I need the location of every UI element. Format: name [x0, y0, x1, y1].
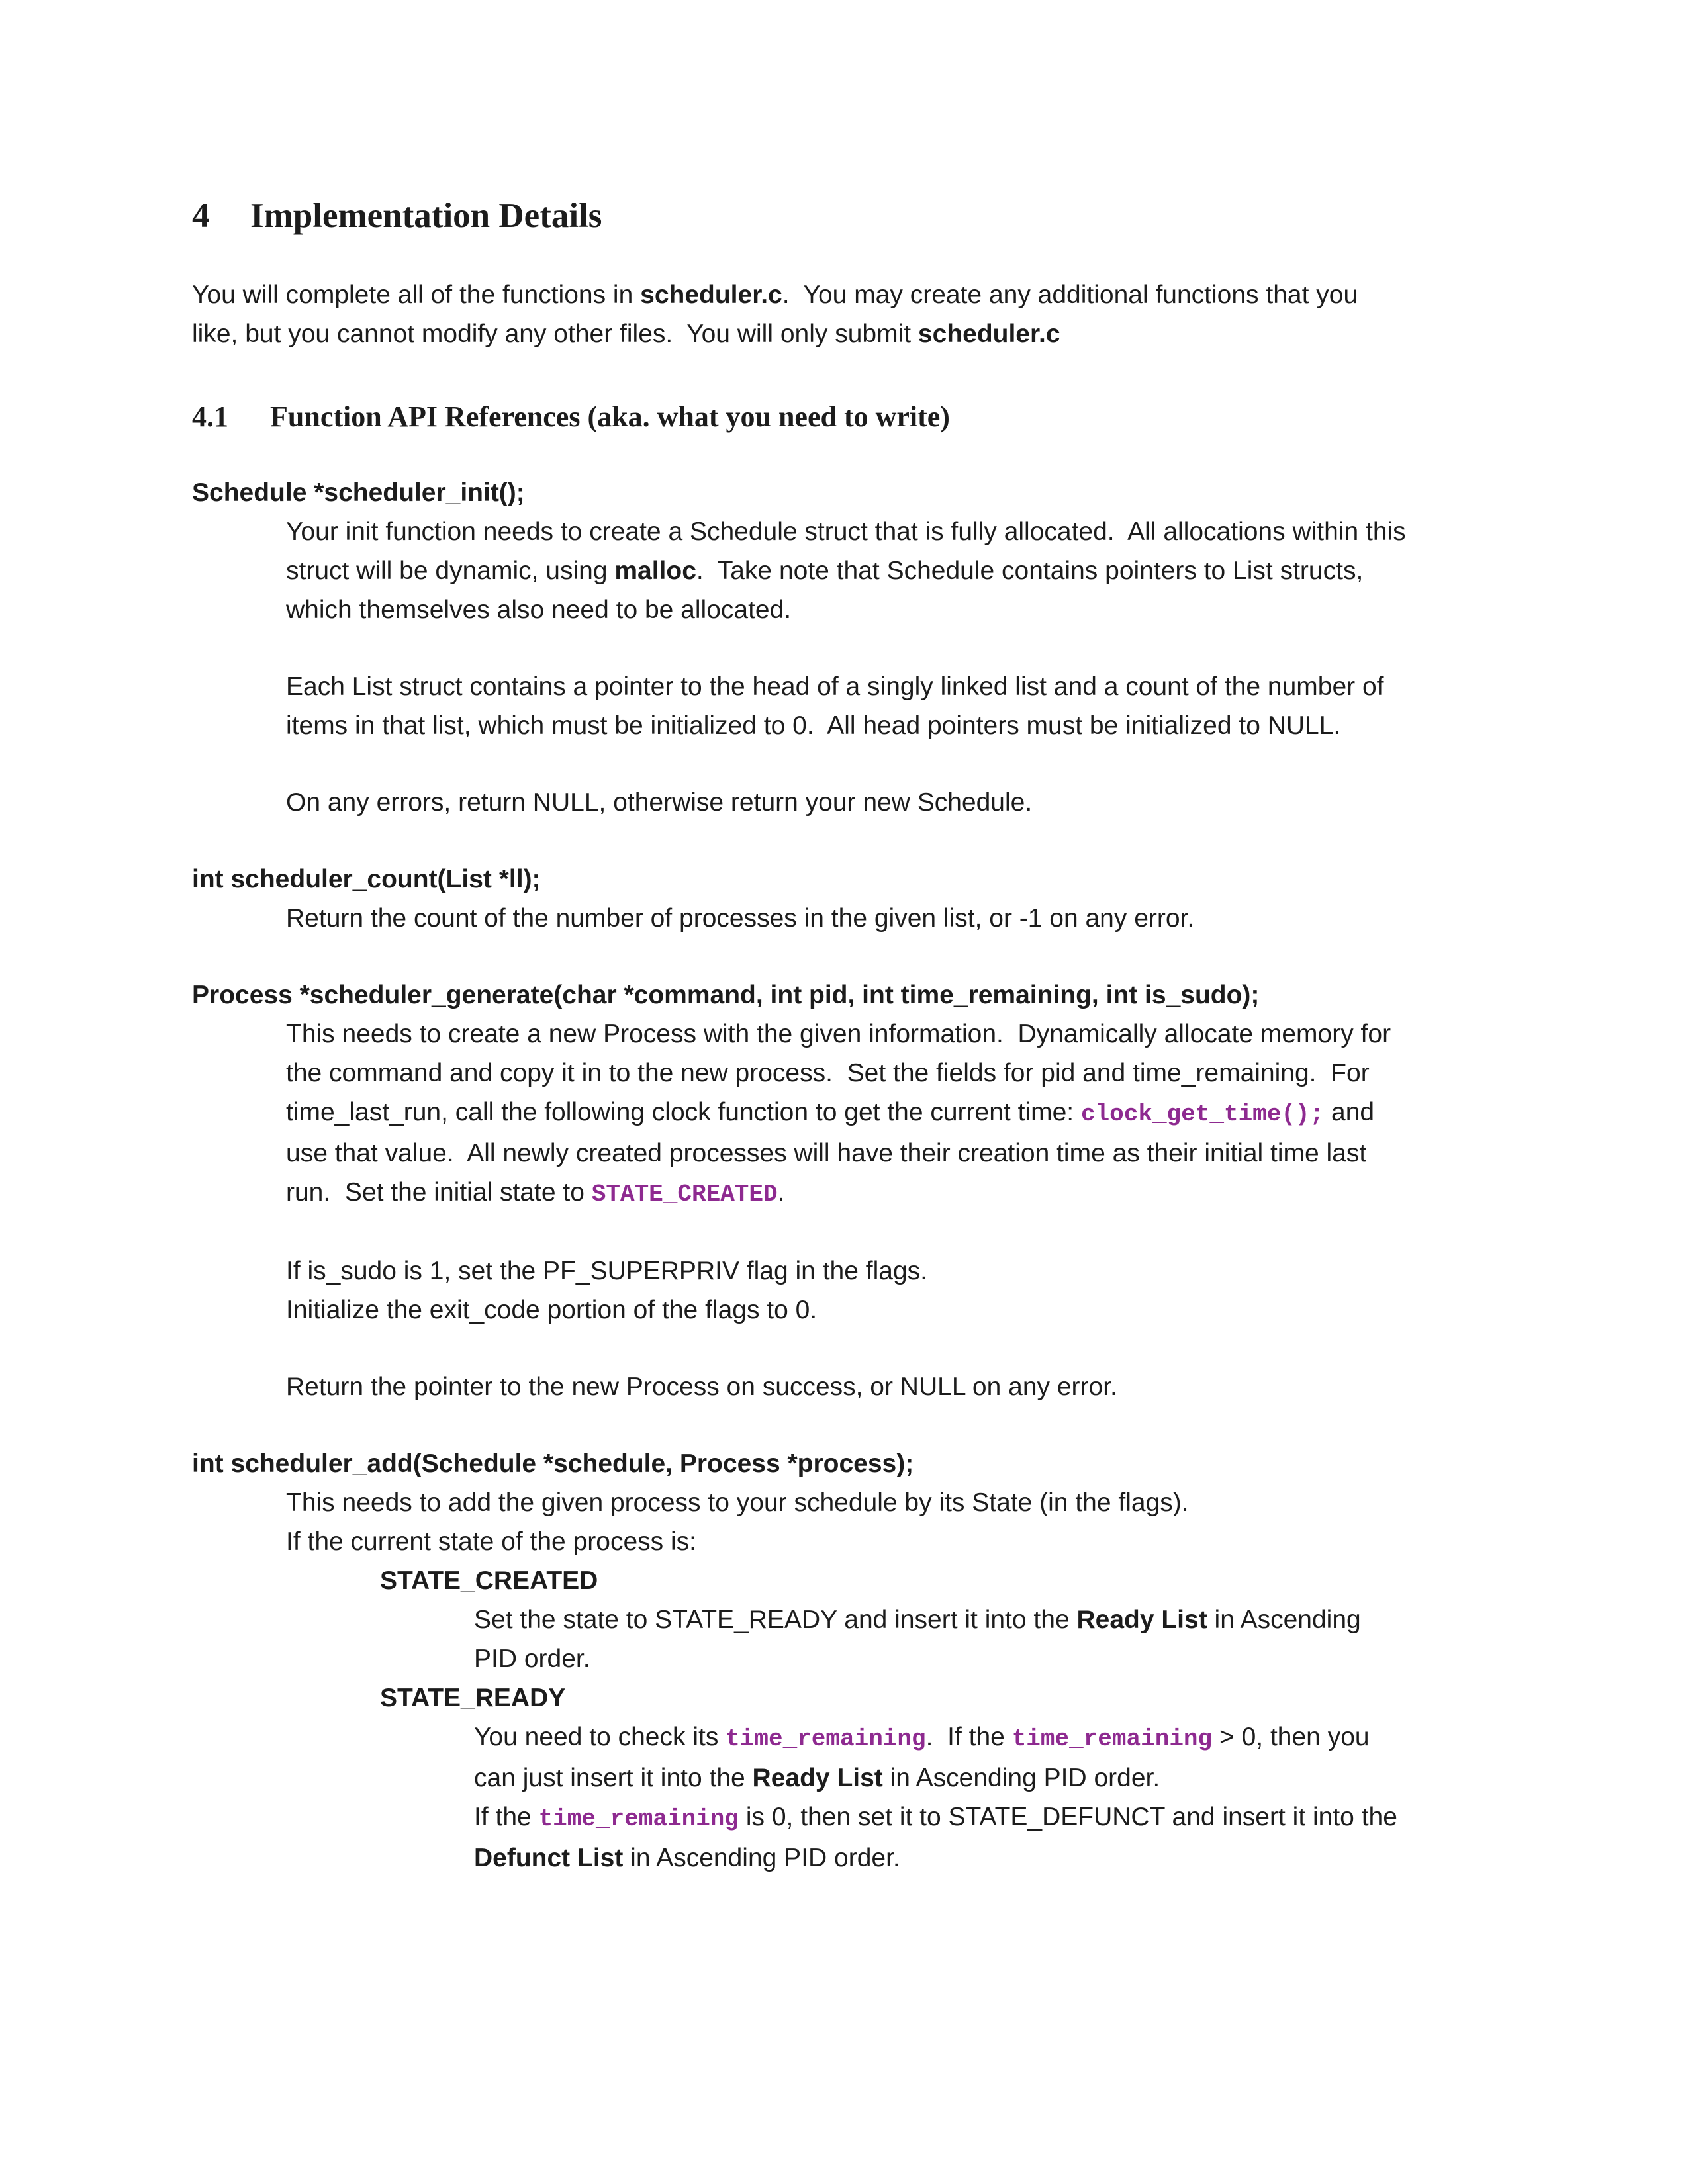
code-span: time_remaining: [1011, 1725, 1213, 1752]
text-run: Implementation Details: [250, 197, 602, 235]
text-run: Schedule *scheduler_init();: [192, 478, 525, 507]
paragraph: [192, 667, 1410, 745]
paragraph: [192, 1797, 1410, 1878]
text-run: is 0, then set it to STATE_DEFUNCT and insert it into the: [739, 1803, 1405, 1831]
text-run: If the: [474, 1803, 539, 1831]
paragraph: [192, 1367, 1410, 1406]
paragraph: [192, 899, 1410, 938]
function-signature: [192, 1444, 1410, 1483]
code-span: time_remaining: [726, 1725, 926, 1752]
bold-text-run: scheduler.c: [640, 281, 782, 309]
text-run: Return the pointer to the new Process on success, or NULL on any error.: [286, 1373, 1117, 1401]
text-run: in Ascending PID order.: [882, 1764, 1160, 1792]
text-run: STATE_READY: [380, 1684, 566, 1712]
section-number: 4.1: [192, 400, 228, 433]
text-run: If the current state of the process is:: [286, 1527, 696, 1556]
text-run: If is_sudo is 1, set the PF_SUPERPRIV flag in the flags.: [286, 1257, 927, 1285]
subsection-heading: [192, 398, 1410, 435]
state-label: [192, 1561, 1410, 1600]
state-label: [192, 1678, 1410, 1717]
text-run: .: [777, 1178, 785, 1206]
text-run: This needs to create a new Process with the given information. Dynamically allocate memory for the command and copy it in to the new process. Set the fields for pid and time_remaining. For time_last_run, call the following clock function to get the current time:: [286, 1020, 1398, 1126]
text-run: Function API References (aka. what you need to write): [270, 400, 950, 433]
code-span: clock_get_time();: [1080, 1101, 1325, 1128]
text-run: > 0, then you can just insert it into the: [474, 1723, 1377, 1792]
text-run: Return the count of the number of processes in the given list, or -1 on any error.: [286, 904, 1195, 933]
text-run: . Take note that Schedule contains pointers to List structs, which themselves also need to be allocated.: [286, 557, 1371, 624]
paragraph: [192, 1015, 1410, 1214]
section-number: 4: [192, 197, 210, 235]
bold-text-run: malloc: [614, 557, 696, 585]
paragraph: [192, 1483, 1410, 1522]
paragraph: [192, 1717, 1410, 1797]
bold-text-run: Ready List: [1076, 1606, 1207, 1634]
bold-text-run: Defunct List: [474, 1844, 624, 1872]
function-signature: [192, 976, 1410, 1015]
text-run: You will complete all of the functions in: [192, 281, 641, 309]
paragraph: [192, 1522, 1410, 1561]
text-run: Set the state to STATE_READY and insert it into the: [474, 1606, 1077, 1634]
text-run: in Ascending PID order.: [474, 1606, 1368, 1673]
text-run: in Ascending PID order.: [623, 1844, 900, 1872]
text-run: int scheduler_count(List *ll);: [192, 865, 541, 893]
text-run: . You may create any additional functions that you like, but you cannot modify any other files. You will only submit: [192, 281, 1366, 348]
text-run: Each List struct contains a pointer to the head of a singly linked list and a count of the number of items in that list, which must be initialized to 0. All head pointers must be initialized to NULL.: [286, 672, 1391, 740]
paragraph: [192, 1251, 1410, 1291]
function-signature: [192, 860, 1410, 899]
document-content: [192, 193, 1413, 1878]
text-run: STATE_CREATED: [380, 1567, 598, 1595]
paragraph: [192, 783, 1410, 822]
paragraph: [192, 512, 1413, 629]
text-run: int scheduler_add(Schedule *schedule, Process *process);: [192, 1449, 914, 1478]
code-span: STATE_CREATED: [591, 1181, 778, 1208]
text-run: Your init function needs to create a Schedule struct that is fully allocated. All allocations within this struct will be dynamic, using: [286, 518, 1413, 585]
paragraph: [192, 1600, 1410, 1678]
text-run: Initialize the exit_code portion of the flags to 0.: [286, 1296, 818, 1324]
paragraph: [192, 1291, 1410, 1330]
text-run: This needs to add the given process to your schedule by its State (in the flags).: [286, 1488, 1189, 1517]
function-signature: [192, 473, 1410, 512]
bold-text-run: Ready List: [752, 1764, 883, 1792]
text-run: On any errors, return NULL, otherwise return your new Schedule.: [286, 788, 1033, 817]
section-heading: [192, 193, 1410, 238]
text-run: You need to check its: [474, 1723, 726, 1751]
text-run: and use that value. All newly created processes will have their creation time as their initial time last run. Set the initial state to: [286, 1098, 1382, 1206]
code-span: time_remaining: [538, 1805, 739, 1833]
bold-text-run: scheduler.c: [917, 320, 1060, 348]
text-run: Process *scheduler_generate(char *command, int pid, int time_remaining, int is_sudo);: [192, 981, 1260, 1009]
text-run: . If the: [925, 1723, 1012, 1751]
paragraph: [192, 275, 1410, 353]
